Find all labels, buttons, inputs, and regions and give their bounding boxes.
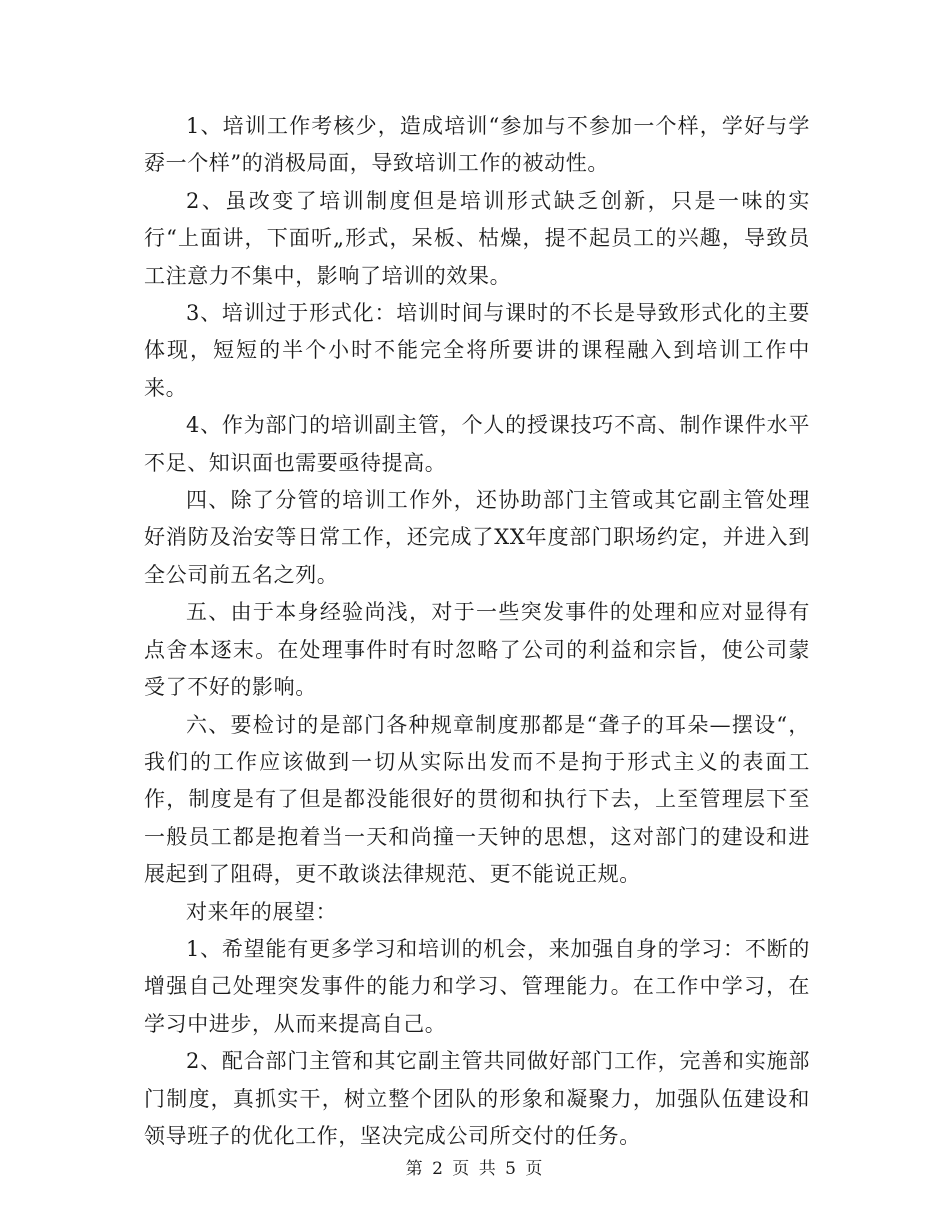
paragraph-section-six: 六、要检讨的是部门各种规章制度那都是“聋子的耳朵—摆设“，我们的工作应该做到一切从实际出发而不是拘于形式主义的表面工作，制度是有了但是都没能很好的贯彻和执行下去，上至管理层下至一般员工都是抱着当一天和尚撞一天钟的思想，这对部门的建设和进展起到了阻碍，更不敢谈法律规范、更不能说正规。 bbox=[144, 712, 810, 887]
paragraph-outlook-heading: 对来年的展望： bbox=[186, 899, 338, 924]
paragraph-teaching-skills: 4、作为部门的培训副主管，个人的授课技巧不高、制作课件水平不足、知识面也需要亟待提高。 bbox=[144, 413, 810, 475]
page-number-footer: 第 2 页 共 5 页 bbox=[405, 1159, 545, 1179]
paragraph-outlook-two: 2、配合部门主管和其它副主管共同做好部门工作，完善和实施部门制度，真抓实干，树立整个团队的形象和凝聚力，加强队伍建设和领导班子的优化工作，坚决完成公司所交付的任务。 bbox=[144, 1049, 810, 1148]
paragraph-training-formalism: 3、培训过于形式化：培训时间与课时的不长是导致形式化的主要体现，短短的半个小时不能完全将所要讲的课程融入到培训工作中来。 bbox=[144, 301, 810, 400]
paragraph-training-assessment: 1、培训工作考核少，造成培训“参加与不参加一个样，学好与学孬一个样”的消极局面，导致培训工作的被动性。 bbox=[144, 114, 810, 176]
paragraph-section-five: 五、由于本身经验尚浅，对于一些突发事件的处理和应对显得有点舍本逐末。在处理事件时有时忽略了公司的利益和宗旨，使公司蒙受了不好的影响。 bbox=[144, 600, 810, 700]
paragraph-outlook-one: 1、希望能有更多学习和培训的机会，来加强自身的学习：不断的增强自己处理突发事件的能力和学习、管理能力。在工作中学习，在学习中进步，从而来提高自己。 bbox=[144, 936, 810, 1036]
document-body bbox=[144, 108, 810, 1155]
paragraph-training-format: 2、虽改变了培训制度但是培训形式缺乏创新，只是一味的实行“上面讲，下面听„形式，呆板、枯燥，提不起员工的兴趣，导致员工注意力不集中，影响了培训的效果。 bbox=[144, 188, 810, 288]
paragraph-section-four: 四、除了分管的培训工作外，还协助部门主管或其它副主管处理好消防及治安等日常工作，还完成了XX年度部门职场约定，并进入到全公司前五名之列。 bbox=[144, 488, 810, 587]
